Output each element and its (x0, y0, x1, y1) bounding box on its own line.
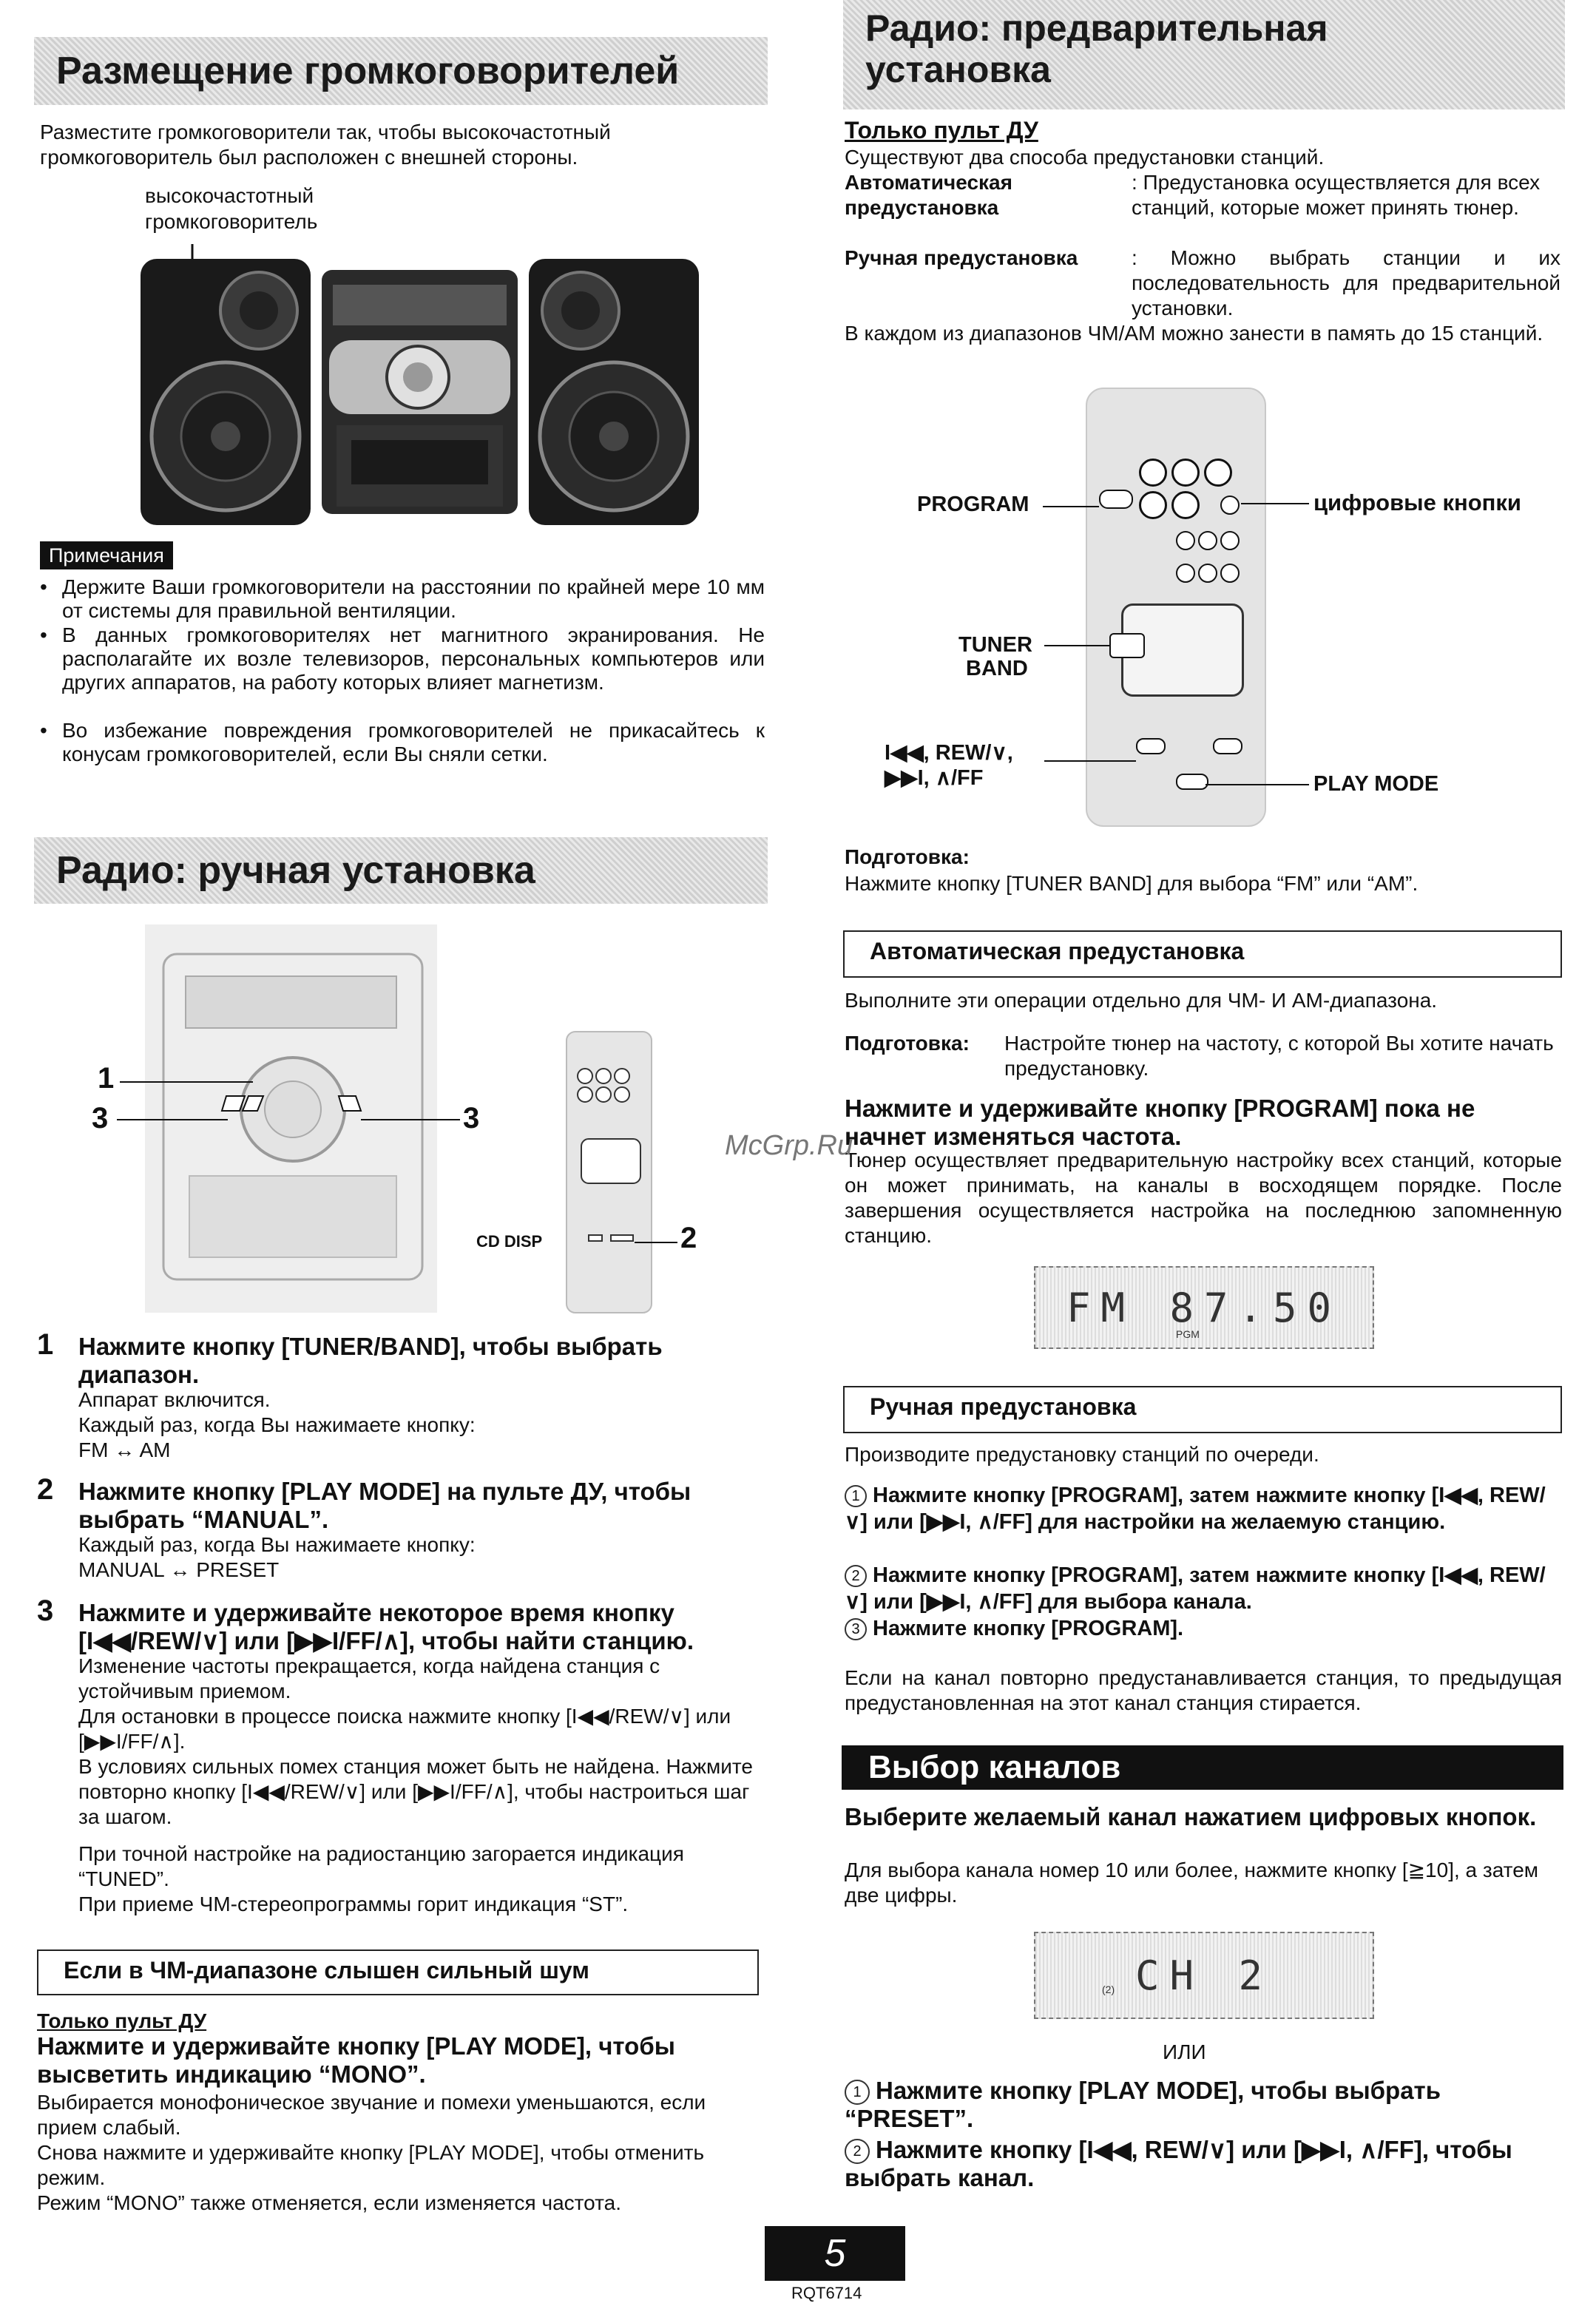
step-2-line: MANUAL ↔ PRESET (78, 1558, 280, 1581)
noise-line: Снова нажмите и удерживайте кнопку [PLAY MODE], чтобы отменить режим. (37, 2141, 705, 2189)
numeric-button[interactable] (1171, 491, 1200, 519)
numeric-button[interactable] (1220, 496, 1240, 515)
preset-title-banner (843, 0, 1565, 109)
notes-label: Примечания (40, 541, 173, 569)
preset-remote-only: Только пульт ДУ (845, 117, 1038, 143)
manual-tuning-title: Радио: ручная установка (56, 849, 535, 892)
auto-body: Тюнер осуществляет предварительную настройку всех станций, которые он может принимать, на каналы в восходящем порядке. После завершения осуществляется настройка на последнюю запомненную станцию. (845, 1149, 1562, 1247)
speaker-system-illustration (141, 244, 703, 532)
document-code: RQT6714 (791, 2284, 862, 2302)
manual-term: Ручная предустановка (845, 246, 1078, 269)
callout-3-left: 3 (92, 1102, 109, 1134)
preset-prep-text: Нажмите кнопку [TUNER BAND] для выбора “FM” или “AM”. (845, 872, 1419, 895)
numeric-button[interactable] (1220, 531, 1240, 550)
label-tuner-line1: TUNER (958, 633, 1032, 657)
note-item: • Во избежание повреждения громкоговорителей не прикасайтесь к конусам громкоговорителей, если Вы сняли сетки. (40, 719, 765, 765)
callout-3-right: 3 (463, 1102, 480, 1134)
channel-title: Выбор каналов (868, 1749, 1121, 1785)
manual-tuning-illustration (145, 924, 677, 1316)
label-play-mode: PLAY MODE (1313, 772, 1439, 796)
ch-display (1034, 1932, 1374, 2019)
manual-definition: : Можно выбрать станции и их последовательность для предварительной установки. (1132, 246, 1561, 319)
fm-display-text: FM 87.50 (1066, 1284, 1342, 1331)
step-3-line: При точной настройке на радиостанцию загорается индикация “TUNED”. (78, 1842, 684, 1890)
speaker-intro: Разместите громкоговорители так, чтобы высокочастотный громкоговоритель был расположен с внешней стороны. (40, 121, 611, 169)
numeric-button[interactable] (1204, 459, 1232, 487)
note-item: • В данных громкоговорителях нет магнитного экранирования. Не располагайте их возле телевизоров, персональных компьютеров или других аппаратов, на работу которых влияет магнетизм. (40, 623, 765, 694)
noise-remote-only: Только пульт ДУ (37, 2009, 207, 2032)
step-1-number: 1 (37, 1328, 54, 1361)
tuner-band-button[interactable] (1109, 633, 1145, 658)
ch-display-small: (2) (1102, 1984, 1115, 1995)
manual-preset-line: Производите предустановку станций по очереди. (845, 1443, 1319, 1466)
step-3-line: При приеме ЧМ-стереопрограммы горит индикация “ST”. (78, 1893, 629, 1915)
channel-option-1: 1 Нажмите кнопку [PLAY MODE], чтобы выбрать “PRESET”. (845, 2077, 1441, 2133)
numeric-button[interactable] (1139, 459, 1167, 487)
preset-title-line1: Радио: предварительная (865, 7, 1328, 49)
cd-disp-label: CD DISP (476, 1232, 543, 1251)
numeric-button[interactable] (1176, 564, 1195, 583)
step-2-number: 2 (37, 1473, 54, 1506)
noise-box-title: Если в ЧМ-диапазоне слышен сильный шум (37, 1949, 759, 1995)
noise-instruction: Нажмите и удерживайте кнопку [PLAY MODE], чтобы высветить индикацию “MONO”. (37, 2032, 675, 2088)
auto-preset-line: Выполните эти операции отдельно для ЧМ- И АМ-диапазона. (845, 989, 1438, 1012)
callout-2: 2 (680, 1222, 697, 1254)
auto-term-line2: предустановка (845, 196, 999, 219)
numeric-button[interactable] (1220, 564, 1240, 583)
step-3-line: Изменение частоты прекращается, когда найдена станция с устойчивым приемом. (78, 1654, 660, 1702)
label-numeric-buttons: цифровые кнопки (1313, 490, 1521, 515)
auto-prep-text: Настройте тюнер на частоту, с которой Вы хотите начать предустановку. (1004, 1032, 1554, 1080)
tweeter-label-line1: высокочастотный (145, 184, 314, 207)
channel-option-2: 2 Нажмите кнопку [I◀◀, REW/∨] или [▶▶I, ∧/FF], чтобы выбрать канал. (845, 2136, 1512, 2192)
auto-definition: : Предустановка осуществляется для всех станций, которые может принять тюнер. (1132, 171, 1541, 219)
page-number: 5 (824, 2232, 846, 2275)
manual-preset-title: Ручная предустановка (843, 1386, 1562, 1433)
numeric-leader (1241, 503, 1309, 504)
step-2-title: Нажмите кнопку [PLAY MODE] на пульте ДУ, чтобы выбрать “MANUAL”. (78, 1478, 692, 1533)
channel-title-bar (842, 1745, 1563, 1790)
play-mode-button[interactable] (1176, 774, 1208, 790)
program-button[interactable] (1099, 490, 1133, 509)
step-3-line: В условиях сильных помех станция может быть не найдена. Нажмите повторно кнопку [I◀◀/REW/∨] или [▶▶I/FF/∧], чтобы настроиться шаг за шагом. (78, 1755, 753, 1828)
label-rew-line1: I◀◀, REW/∨, (885, 741, 1013, 765)
callout-2-line (635, 1242, 677, 1243)
auto-prep-label: Подготовка: (845, 1032, 970, 1055)
channel-body: Для выбора канала номер 10 или более, нажмите кнопку [≧10], а затем две цифры. (845, 1859, 1539, 1907)
watermark: McGrp.Ru (725, 1130, 853, 1161)
preset-prep-label: Подготовка: (845, 845, 970, 868)
numeric-button[interactable] (1176, 531, 1195, 550)
manual-tuning-title-banner (34, 837, 768, 904)
manual-preset-step-1: 1 Нажмите кнопку [PROGRAM], затем нажмите кнопку [I◀◀, REW/∨] или [▶▶I, ∧/FF] для настройки на желаемую станцию. (845, 1484, 1546, 1534)
speaker-section-title: Размещение громкоговорителей (56, 50, 680, 92)
label-rew-line2: ▶▶I, ∧/FF (885, 766, 984, 790)
ff-button[interactable] (1213, 738, 1242, 754)
noise-line: Выбирается монофоническое звучание и помехи уменьшаются, если прием слабый. (37, 2091, 706, 2139)
manual-preset-note: Если на канал повторно предустанавливается станция, то предыдущая предустановленная на этот канал станция стирается. (845, 1666, 1562, 1714)
page-number-box (765, 2226, 905, 2281)
or-label: ИЛИ (1163, 2040, 1206, 2063)
tuner-leader (1044, 645, 1109, 646)
note-item: • Держите Ваши громкоговорители на расстоянии по крайней мере 10 мм от системы для правильной вентиляции. (40, 575, 765, 622)
speaker-section-title-banner (34, 37, 768, 105)
manual-preset-step-2: 2 Нажмите кнопку [PROGRAM], затем нажмите кнопку [I◀◀, REW/∨] или [▶▶I, ∧/FF] для выбора канала. (845, 1563, 1546, 1614)
numeric-button[interactable] (1139, 491, 1167, 519)
step-2-line: Каждый раз, когда Вы нажимаете кнопку: (78, 1533, 476, 1556)
play-mode-leader (1206, 784, 1309, 785)
callout-3-left-line (117, 1119, 228, 1120)
step-1-line: Каждый раз, когда Вы нажимаете кнопку: (78, 1413, 476, 1436)
step-1-title: Нажмите кнопку [TUNER/BAND], чтобы выбрать диапазон. (78, 1333, 663, 1388)
rew-leader (1044, 760, 1136, 762)
numeric-button[interactable] (1198, 564, 1217, 583)
callout-3-right-line (361, 1119, 460, 1120)
step-1-line: Аппарат включится. (78, 1388, 271, 1411)
tweeter-label-line2: громкоговоритель (145, 210, 318, 233)
program-leader (1043, 506, 1099, 507)
step-1-line: FM ↔ AM (78, 1438, 171, 1461)
auto-preset-title: Автоматическая предустановка (843, 930, 1562, 978)
callout-1: 1 (98, 1062, 115, 1095)
rew-button[interactable] (1136, 738, 1166, 754)
auto-term-line1: Автоматическая (845, 171, 1012, 194)
callout-1-line (120, 1081, 253, 1083)
noise-line: Режим “MONO” также отменяется, если изменяется частота. (37, 2191, 621, 2214)
step-3-title: Нажмите и удерживайте некоторое время кнопку [I◀◀/REW/∨] или [▶▶I/FF/∧], чтобы найти станцию. (78, 1599, 694, 1654)
preset-capacity: В каждом из диапазонов ЧМ/АМ можно занести в память до 15 станций. (845, 322, 1543, 345)
channel-instruction: Выберите желаемый канал нажатием цифровых кнопок. (845, 1803, 1537, 1830)
pgm-indicator: PGM (1176, 1328, 1200, 1340)
preset-title-line2: установка (865, 49, 1051, 90)
numeric-button[interactable] (1171, 459, 1200, 487)
preset-intro: Существуют два способа предустановки станций. (845, 146, 1325, 169)
fm-display (1034, 1266, 1374, 1349)
numeric-button[interactable] (1198, 531, 1217, 550)
ch-display-text: CH 2 (1135, 1952, 1274, 1999)
label-program: PROGRAM (917, 493, 1029, 516)
label-tuner-line2: BAND (966, 657, 1028, 680)
auto-instruction: Нажмите и удерживайте кнопку [PROGRAM] пока не начнет изменяться частота. (845, 1095, 1475, 1150)
step-3-line: Для остановки в процессе поиска нажмите кнопку [I◀◀/REW/∨] или [▶▶I/FF/∧]. (78, 1705, 731, 1753)
step-3-number: 3 (37, 1594, 54, 1627)
manual-preset-step-3: 3 Нажмите кнопку [PROGRAM]. (845, 1615, 1562, 1642)
